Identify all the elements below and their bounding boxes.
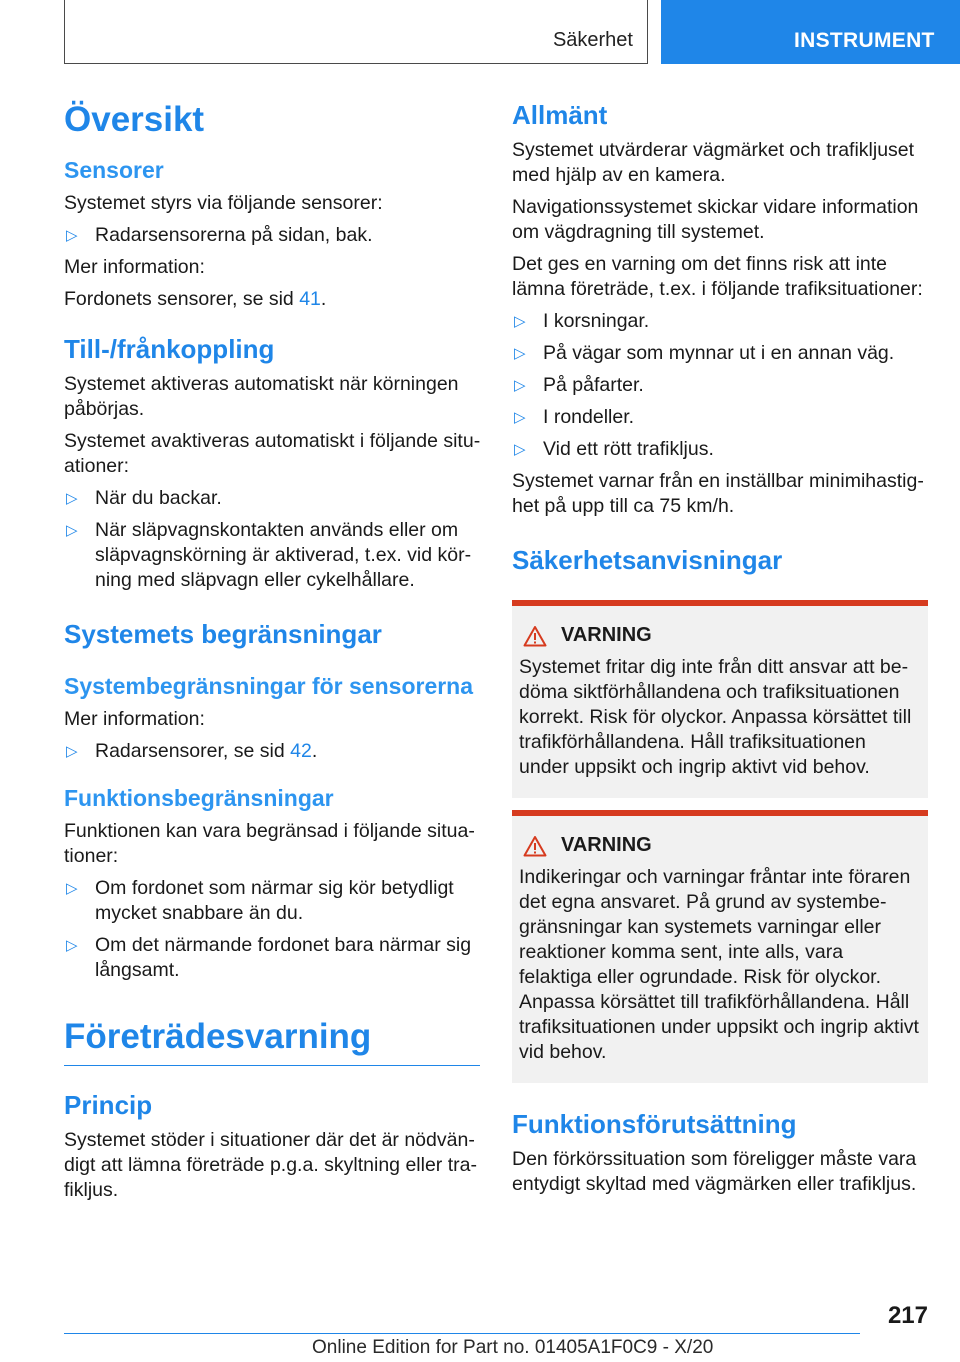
heading-systembegransningar: Systembegränsningar för sensorerna (64, 673, 474, 699)
paragraph: Den förkörssituation som föreligger måste vara entydigt skyltad med vägmärken eller trafikljus. (512, 1148, 917, 1195)
heading-allmant: Allmänt (512, 100, 608, 130)
paragraph: Systemet styrs via följande sensorer: (64, 192, 383, 214)
list-item: ▷ I rondeller. (514, 406, 635, 428)
warning-header (519, 834, 920, 857)
footer-edition: Online Edition for Part no. 01405A1F0C9 - X/20 (312, 1337, 714, 1358)
header-chapter-tab (661, 0, 960, 64)
warning-text: Systemet fritar dig inte från ditt ansvar att bedöma siktförhållandena och trafiksituationen korrekt. Risk för olyckor. Anpassa körsättet till trafikförhållandena. Håll trafiksituationen under uppsikt och ingrip aktivt vid behov. (519, 656, 912, 778)
paragraph: Funktionen kan vara begränsad i följande situationer: (64, 820, 475, 867)
header-section-tab (64, 0, 648, 64)
paragraph: Mer information: (64, 708, 205, 730)
header-chapter-label: INSTRUMENT (794, 29, 935, 52)
list-item: ▷ Radarsensorerna på sidan, bak. (66, 224, 373, 246)
warning-text: Indikeringar och varningar fråntar inte föraren det egna ansvaret. På grund av systembegränsningar kan systemets varningar eller reaktioner komma sent, inte alls, vara felaktiga eller ogrundade. Risk för olyckor. Anpassa körsättet till trafikförhållandena. Håll trafiksituationen under uppsikt och ingrip aktivt vid behov. (519, 866, 919, 1063)
left-column (64, 100, 484, 1203)
heading-systemets-begransningar: Systemets begränsningar (64, 619, 382, 649)
warning-triangle-icon (523, 835, 547, 857)
warning-title: VARNING (561, 624, 652, 646)
paragraph: Det ges en varning om det finns risk att inte lämna företräde, t.ex. i följande trafiksituationer: (512, 253, 923, 300)
paragraph: Systemet avaktiveras automatiskt i följande situationer: (64, 430, 481, 477)
paragraph-reference: Fordonets sensorer, se sid 41. (64, 288, 327, 310)
bullet-triangle-icon: ▷ (514, 313, 526, 330)
chapter-title-block (64, 1017, 480, 1066)
bullet-triangle-icon: ▷ (66, 522, 78, 539)
page-link-42[interactable]: 42 (290, 740, 312, 762)
warning-title: VARNING (561, 834, 652, 856)
list-item: ▷ När släpvagnskontakten används eller om släpvagnskörning är aktiverad, t.ex. vid körning med släpvagn eller cykelhållare. (66, 519, 472, 591)
right-column (512, 100, 928, 1197)
warning-box (512, 600, 928, 798)
heading-sakerhetsanvisningar: Säkerhetsanvisningar (512, 545, 783, 575)
header-section-label: Säkerhet (552, 29, 633, 51)
paragraph: Navigationssystemet skickar vidare information om vägdragning till systemet. (512, 196, 919, 243)
list-item: ▷ Radarsensorer, se sid 42. (66, 740, 318, 762)
heading-sensorer: Sensorer (64, 157, 164, 183)
footer-divider (64, 1333, 860, 1334)
list-item: ▷ Vid ett rött trafikljus. (514, 438, 714, 460)
paragraph: Systemet stöder i situationer där det är nödvändigt att lämna företräde p.g.a. skyltning eller trafikljus. (64, 1129, 477, 1201)
list-item: ▷ Om det närmande fordonet bara närmar sig långsamt. (66, 934, 472, 981)
list-item: ▷ När du backar. (66, 487, 222, 509)
page-number: 217 (887, 1302, 928, 1329)
warning-header (519, 624, 920, 647)
heading-till-frankoppling: Till-/frånkoppling (64, 334, 275, 364)
warning-box (512, 810, 928, 1083)
list-item: ▷ På vägar som mynnar ut i en annan väg. (514, 342, 895, 364)
bullet-triangle-icon: ▷ (514, 441, 526, 458)
heading-oversikt: Översikt (64, 100, 205, 139)
page-link-41[interactable]: 41 (299, 288, 321, 310)
heading-princip: Princip (64, 1090, 153, 1120)
bullet-triangle-icon: ▷ (66, 227, 78, 244)
list-item: ▷ På påfarter. (514, 374, 644, 396)
bullet-triangle-icon: ▷ (514, 345, 526, 362)
bullet-triangle-icon: ▷ (66, 743, 78, 760)
bullet-triangle-icon: ▷ (514, 377, 526, 394)
heading-funktionsbegransningar: Funktionsbegränsningar (64, 785, 334, 811)
bullet-triangle-icon: ▷ (66, 937, 78, 954)
bullet-triangle-icon: ▷ (66, 490, 78, 507)
heading-funktionsforutsattning: Funktionsförutsättning (512, 1109, 797, 1139)
bullet-triangle-icon: ▷ (514, 409, 526, 426)
heading-foretradesvarning: Företrädesvarning (64, 1017, 372, 1056)
list-item: ▷ Om fordonet som närmar sig kör betydligt mycket snabbare än du. (66, 877, 454, 924)
paragraph: Systemet aktiveras automatiskt när körningen påbörjas. (64, 373, 459, 420)
list-item: ▷ I korsningar. (514, 310, 650, 332)
bullet-triangle-icon: ▷ (66, 880, 78, 897)
warning-triangle-icon (523, 625, 547, 647)
paragraph: Systemet utvärderar vägmärket och trafikljuset med hjälp av en kamera. (512, 139, 915, 186)
paragraph: Mer information: (64, 256, 205, 278)
paragraph: Systemet varnar från en inställbar minimihastighet på upp till ca 75 km/h. (512, 470, 924, 517)
